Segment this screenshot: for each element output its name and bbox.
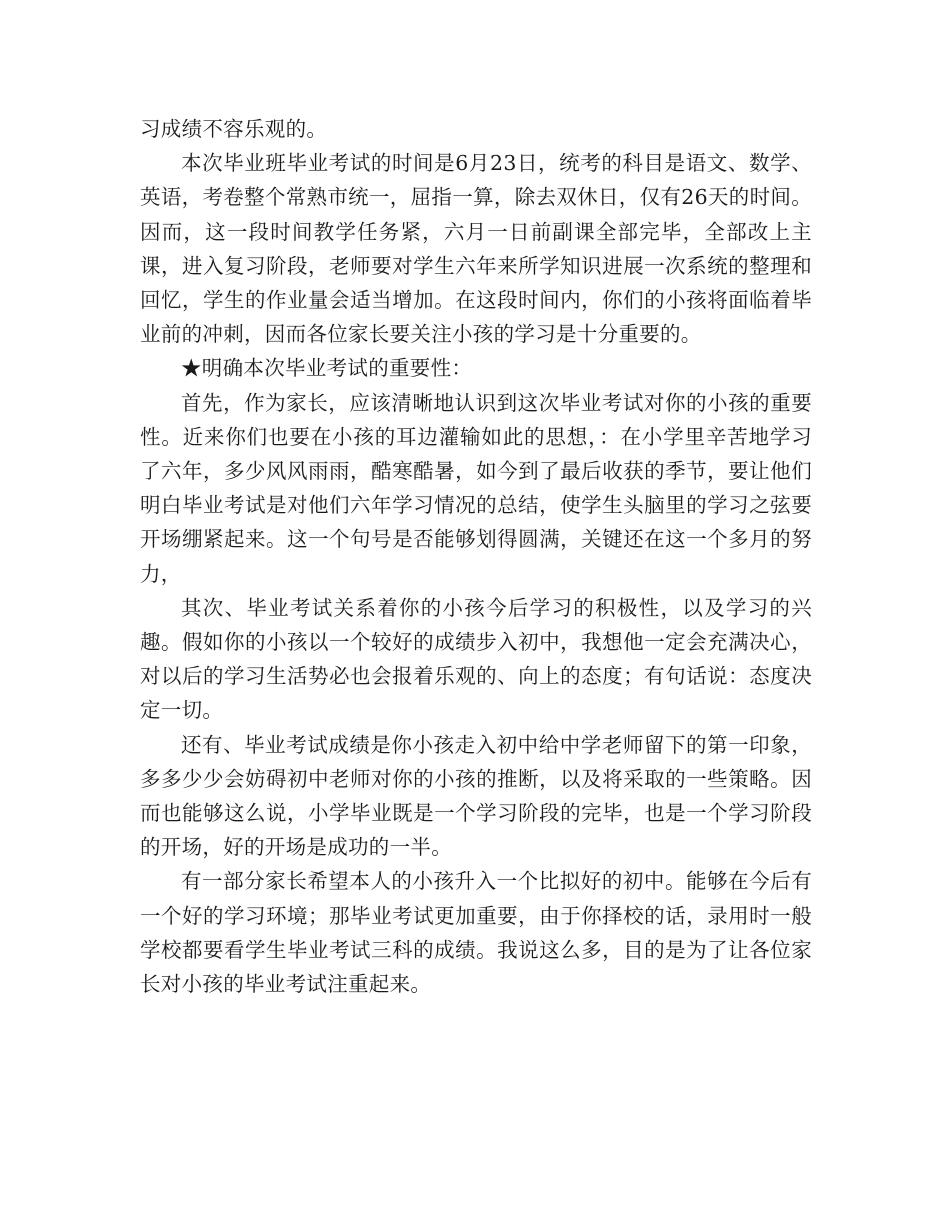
paragraph-1: 习成绩不容乐观的。 [140,117,328,141]
document-body [140,112,812,1001]
paragraph-4: 其次、毕业考试关系着你的小孩今后学习的积极性，以及学习的兴趣。假如你的小孩以一个较好的成绩步入初中，我想他一定会充满决心，对以后的学习生活势必也会报着乐观的、向上的态度；有句话说：态度决定一切。 [140,595,812,723]
paragraph-3: 首先，作为家长，应该清晰地认识到这次毕业考试对你的小孩的重要性。近来你们也要在小孩的耳边灌输如此的思想，：在小学里辛苦地学习了六年，多少风风雨雨，酷寒酷暑，如今到了最后收获的季节，要让他们明白毕业考试是对他们六年学习情况的总结，使学生头脑里的学习之弦要开场绷紧起来。这一个句号是否能够划得圆满，关键还在这一个多月的努力， [140,390,812,586]
paragraph-6: 有一部分家长希望本人的小孩升入一个比拟好的初中。能够在今后有一个好的学习环境；那毕业考试更加重要，由于你择校的话，录用时一般学校都要看学生毕业考试三科的成绩。我说这么多，目的是为了让各位家长对小孩的毕业考试注重起来。 [140,869,812,997]
section-heading: ★明确本次毕业考试的重要性： [181,356,473,381]
paragraph-2: 本次毕业班毕业考试的时间是6月23日，统考的科目是语文、数学、英语，考卷整个常熟市统一，屈指一算，除去双休日，仅有26天的时间。因而，这一段时间教学任务紧，六月一日前副课全部完毕，全部改上主课，进入复习阶段，老师要对学生六年来所学知识进展一次系统的整理和回忆，学生的作业量会适当增加。在这段时间内，你们的小孩将面临着毕业前的冲刺，因而各位家长要关注小孩的学习是十分重要的。 [140,151,812,347]
paragraph-5: 还有、毕业考试成绩是你小孩走入初中给中学老师留下的第一印象，多多少少会妨碍初中老师对你的小孩的推断，以及将采取的一些策略。因而也能够这么说，小学毕业既是一个学习阶段的完毕，也是一个学习阶段的开场，好的开场是成功的一半。 [140,732,812,860]
